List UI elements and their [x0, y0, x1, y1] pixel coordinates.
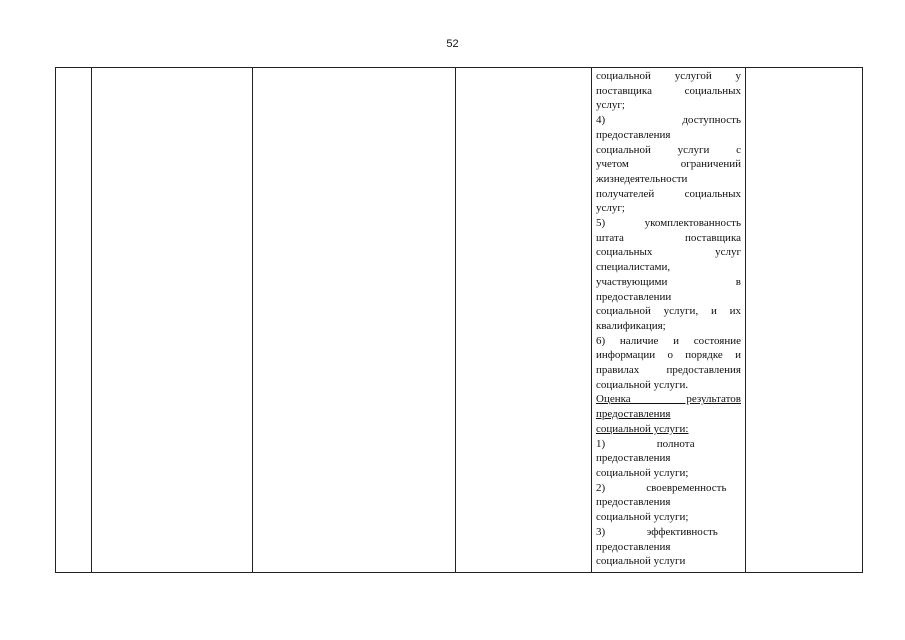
cell-text-line: предоставлении [596, 290, 672, 303]
cell-text-line: социальной услуги. [596, 378, 689, 391]
cell-text-line: услуг; [596, 202, 625, 215]
table-cell-2 [92, 68, 253, 573]
cell-text-line: поставщика социальных [596, 84, 741, 97]
cell-text-line: 6) наличие и состояние [596, 334, 741, 347]
cell-text-line: штата поставщика [596, 231, 741, 244]
cell-text-line: социальной услуги: [596, 422, 689, 435]
cell-text-line: социальной услуги; [596, 511, 689, 524]
page-number: 52 [446, 38, 459, 50]
cell-text-line: участвующими в [596, 275, 741, 288]
cell-text-line: предоставления [596, 408, 671, 421]
cell-text-line: 4) доступность [596, 114, 741, 127]
table-cell-6 [746, 68, 863, 573]
cell-text-line: 3) эффективность [596, 525, 718, 538]
cell-text-line: 2) своевременность [596, 481, 727, 494]
table-row [56, 68, 863, 573]
cell-text-line: предоставления [596, 128, 671, 141]
cell-text-line: социальной услуги; [596, 466, 689, 479]
cell-text-line: услуг; [596, 99, 625, 112]
cell-text-line: учетом ограничений [596, 158, 741, 171]
cell-text-line: 1) полнота [596, 437, 695, 450]
cell-text-line: социальных услуг [596, 246, 741, 259]
cell-text-line: предоставления [596, 452, 671, 465]
cell-text-line: социальной услуги с [596, 143, 741, 156]
cell-text-line: социальной услуги, и их [596, 305, 741, 318]
cell-text-line: информации о порядке и [596, 349, 741, 362]
cell-text-line: получателей социальных [596, 187, 741, 200]
table-cell-3 [253, 68, 456, 573]
cell-text-line: жизнедеятельности [596, 172, 688, 185]
cell-text-line: социальной услуги [596, 555, 686, 568]
cell-text-line: предоставления [596, 496, 671, 509]
table-cell-quality-criteria [592, 68, 746, 573]
document-table [55, 67, 863, 573]
table-cell-number [56, 68, 92, 573]
cell-text-line: Оценка результатов [596, 393, 741, 406]
cell-text-line: предоставления [596, 540, 671, 553]
cell-text-line: квалификация; [596, 319, 666, 332]
cell-text-line: 5) укомплектованность [596, 217, 741, 230]
cell-text-block [592, 68, 745, 569]
cell-text-line: социальной услугой у [596, 70, 741, 82]
cell-text-line: специалистами, [596, 261, 671, 274]
table-cell-4 [456, 68, 592, 573]
cell-text-line: правилах предоставления [596, 364, 741, 377]
